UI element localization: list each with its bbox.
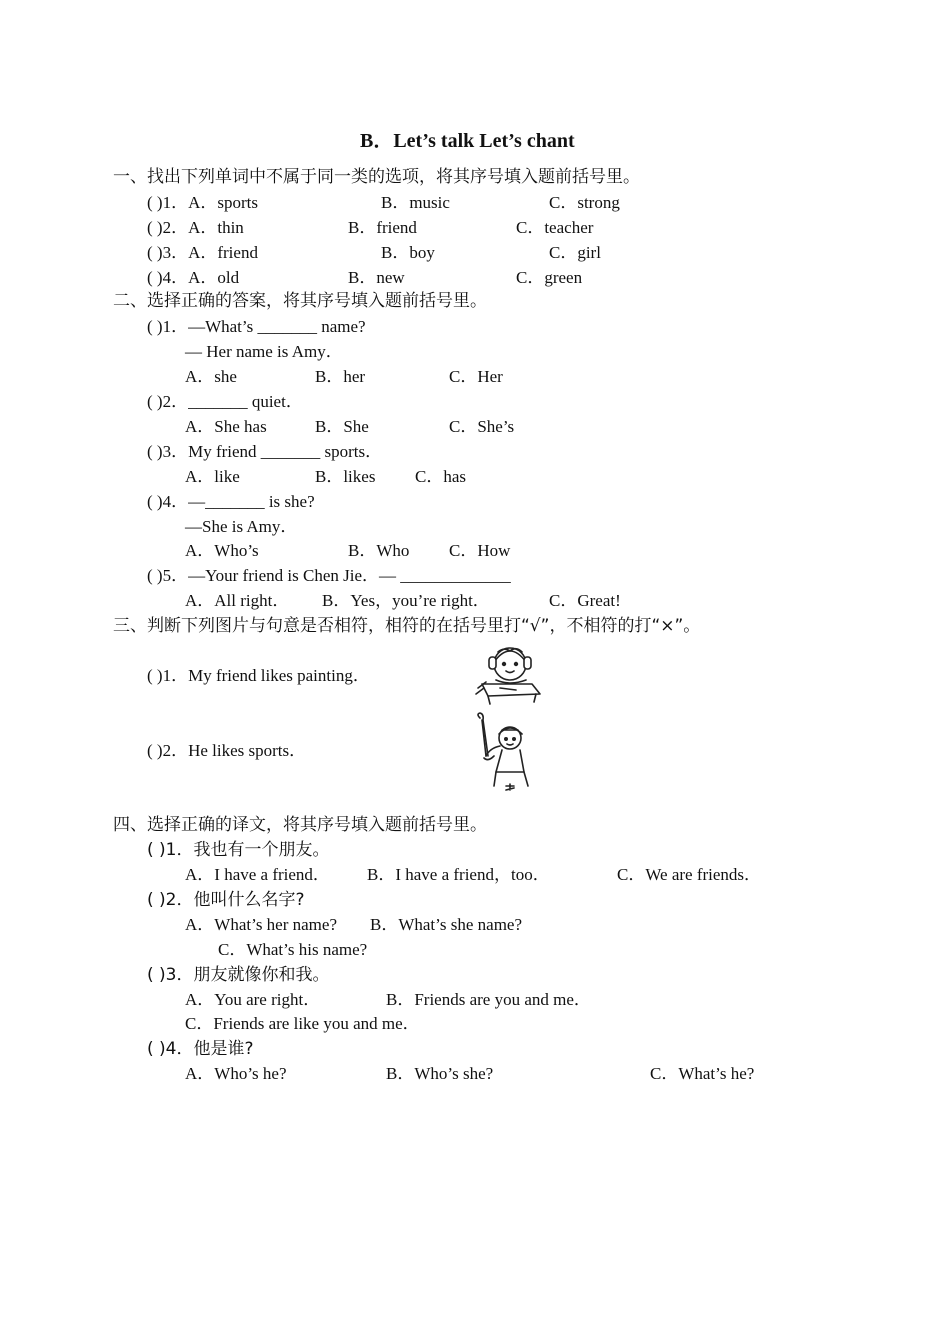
s2-q5-option-b: B．Yes，you’re right． [322, 591, 490, 610]
page-title: B．Let’s talk Let’s chant [360, 130, 575, 152]
s1-q2-b: B．friend [348, 218, 417, 237]
s1-q1-c: C．strong [549, 193, 620, 212]
s2-q4-question: ( )4．—_______ is she? [147, 492, 315, 511]
s3-q2-sentence: ( )2．He likes sports． [147, 741, 307, 760]
s4-q1-option-c: C．We are friends． [617, 865, 762, 884]
s4-q4-question: ( )4．他是谁? [147, 1039, 254, 1059]
s4-q1-option-a: A．I have a friend． [185, 865, 330, 884]
s2-q4-reply: —She is Amy． [185, 517, 298, 536]
s4-q1-option-b: B．I have a friend，too． [367, 865, 550, 884]
s4-q4-option-a: A．Who’s he? [185, 1064, 287, 1083]
s2-q5-question: ( )5．—Your friend is Chen Jie．— _____________ [147, 566, 511, 585]
s2-q5-option-a: A．All right． [185, 591, 290, 610]
s2-q5-option-c: C．Great! [549, 591, 621, 610]
s2-q1-option-b: B．her [315, 367, 366, 386]
s4-q2-option-c: C．What’s his name? [218, 940, 368, 959]
s4-q4-option-c: C．What’s he? [650, 1064, 755, 1083]
s3-q1-sentence: ( )1．My friend likes painting． [147, 666, 370, 685]
s2-q1-question: ( )1．—What’s _______ name? [147, 317, 366, 336]
s2-q3-option-b: B．likes [315, 467, 376, 486]
s2-q2-option-b: B．She [315, 417, 369, 436]
s4-q3-question: ( )3．朋友就像你和我。 [147, 965, 330, 985]
s1-q4-c: C．green [516, 268, 583, 287]
s4-q2-option-a: A．What’s her name? [185, 915, 337, 934]
s4-q2-option-b: B．What’s she name? [370, 915, 523, 934]
s1-q3-a: ( )3．A．friend [147, 243, 258, 262]
s1-q3-b: B．boy [381, 243, 435, 262]
s1-q2-c: C．teacher [516, 218, 594, 237]
s1-q1-b: B．music [381, 193, 450, 212]
s2-q2-option-a: A．She has [185, 417, 267, 436]
s1-q4-a: ( )4．A．old [147, 268, 240, 287]
s4-q2-question: ( )2．他叫什么名字? [147, 890, 305, 910]
s4-q3-option-c: C．Friends are like you and me． [185, 1014, 420, 1033]
s1-q3-c: C．girl [549, 243, 601, 262]
s2-q2-question: ( )2．_______ quiet． [147, 392, 303, 411]
s2-q1-option-a: A．she [185, 367, 237, 386]
s2-q1-reply: — Her name is Amy． [185, 342, 343, 361]
s2-q4-option-c: C．How [449, 541, 511, 560]
s2-q4-option-b: B．Who [348, 541, 410, 560]
s2-q3-option-a: A．like [185, 467, 240, 486]
s4-q3-option-a: A．You are right． [185, 990, 321, 1009]
s4-q4-option-b: B．Who’s she? [386, 1064, 494, 1083]
section-3-heading: 三、判断下列图片与句意是否相符，相符的在括号里打“√”，不相符的打“×”。 [113, 616, 701, 636]
s1-q2-a: ( )2．A．thin [147, 218, 244, 237]
boy-with-bat-illustration [472, 712, 536, 794]
s1-q1-a: ( )1．A．sports [147, 193, 258, 212]
section-1-heading: 一、找出下列单词中不属于同一类的选项，将其序号填入题前括号里。 [113, 167, 640, 187]
s2-q2-option-c: C．She’s [449, 417, 515, 436]
section-4-heading: 四、选择正确的译文，将其序号填入题前括号里。 [113, 815, 487, 835]
s2-q3-option-c: C．has [415, 467, 466, 486]
section-2-heading: 二、选择正确的答案，将其序号填入题前括号里。 [113, 291, 487, 311]
s2-q3-question: ( )3．My friend _______ sports． [147, 442, 383, 461]
s4-q1-question: ( )1．我也有一个朋友。 [147, 840, 330, 860]
s2-q4-option-a: A．Who’s [185, 541, 259, 560]
child-painting-illustration [470, 638, 548, 708]
s4-q3-option-b: B．Friends are you and me． [386, 990, 591, 1009]
s2-q1-option-c: C．Her [449, 367, 503, 386]
s1-q4-b: B．new [348, 268, 405, 287]
